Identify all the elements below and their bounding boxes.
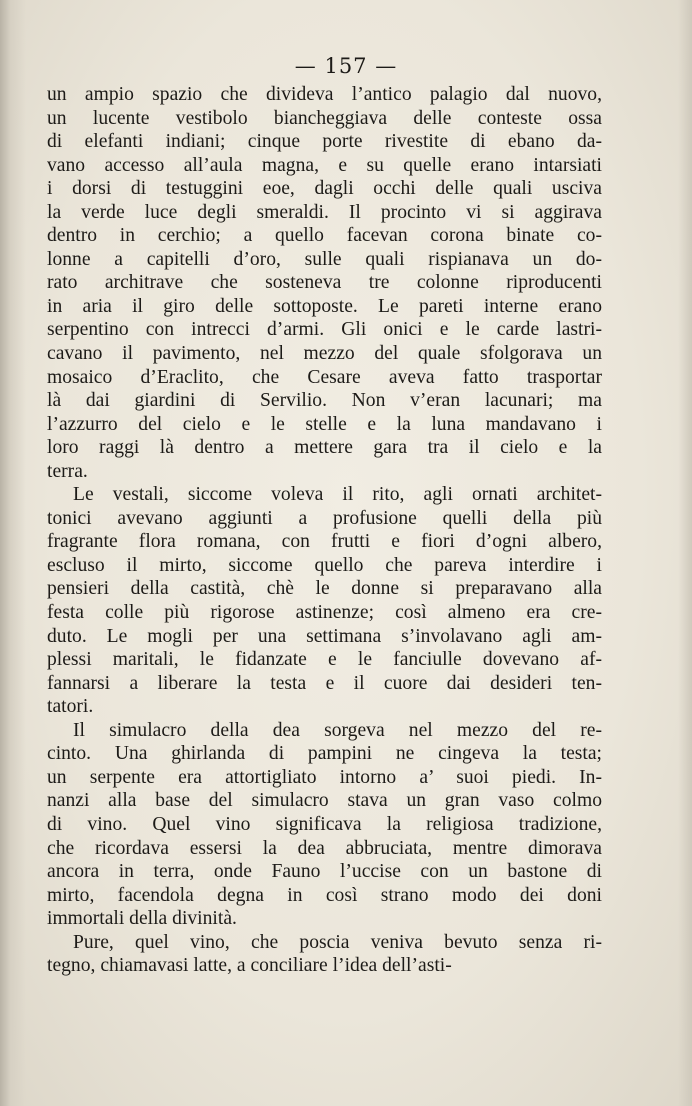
text-line: i dorsi di testuggini eoe, dagli occhi delle quali usciva <box>47 178 602 200</box>
text-line: festa colle più rigorose astinenze; così almeno era cre- <box>47 602 602 624</box>
paragraph <box>47 719 602 931</box>
text-line: Pure, quel vino, che poscia veniva bevuto senza ri- <box>73 931 602 953</box>
text-line: dentro in cerchio; a quello facevan corona binate co- <box>47 225 602 247</box>
text-line: la verde luce degli smeraldi. Il procinto vi si aggirava <box>47 201 602 223</box>
text-line: rato architrave che sosteneva tre colonne riproducenti <box>47 272 602 294</box>
text-line: un serpente era attortigliato intorno a’ suoi piedi. In- <box>47 766 602 788</box>
text-line: tonici avevano aggiunti a profusione quelli della più <box>47 507 602 529</box>
text-line: fragrante flora romana, con frutti e fiori d’ogni albero, <box>47 531 602 553</box>
text-line: pensieri della castità, chè le donne si preparavano alla <box>47 578 602 600</box>
text-line: duto. Le mogli per una settimana s’involavano agli am- <box>47 625 602 647</box>
body-text <box>47 83 602 978</box>
text-line: là dai giardini di Servilio. Non v’eran lacunari; ma <box>47 390 602 412</box>
text-line: Le vestali, siccome voleva il rito, agli ornati architet- <box>73 484 602 506</box>
text-line: l’azzurro del cielo e le stelle e la luna mandavano i <box>47 413 602 435</box>
page-number: — 157 — <box>294 54 398 78</box>
text-line: ancora in terra, onde Fauno l’uccise con un bastone di <box>47 861 602 883</box>
text-line: serpentino con intrecci d’armi. Gli onici e le carde lastri- <box>47 319 602 341</box>
text-line: loro raggi là dentro a mettere gara tra il cielo e la <box>47 437 602 459</box>
paragraph <box>47 483 602 718</box>
text-line: vano accesso all’aula magna, e su quelle erano intarsiati <box>47 154 602 176</box>
page-edge-shadow <box>678 0 692 1106</box>
text-line: Il simulacro della dea sorgeva nel mezzo del re- <box>73 719 602 741</box>
text-line: tatori. <box>47 696 94 718</box>
text-line: di vino. Quel vino significava la religiosa tradizione, <box>47 813 602 835</box>
text-line: escluso il mirto, siccome quello che pareva interdire i <box>47 554 602 576</box>
text-line: nanzi alla base del simulacro stava un gran vaso colmo <box>47 790 602 812</box>
paragraph <box>47 83 602 483</box>
text-line: fannarsi a liberare la testa e il cuore dai desideri ten- <box>47 672 602 694</box>
text-line: che ricordava essersi la dea abbruciata, mentre dimorava <box>47 837 602 859</box>
text-line: in aria il giro delle sottoposte. Le pareti interne erano <box>47 295 602 317</box>
text-line: un lucente vestibolo biancheggiava delle conteste ossa <box>47 107 602 129</box>
binding-gutter-shadow <box>0 0 26 1106</box>
text-line: cavano il pavimento, nel mezzo del quale sfolgorava un <box>47 343 602 365</box>
text-line: di elefanti indiani; cinque porte rivestite di ebano da- <box>47 131 602 153</box>
text-line: terra. <box>47 460 88 482</box>
text-line: tegno, chiamavasi latte, a conciliare l’idea dell’asti- <box>47 955 452 977</box>
paragraph <box>47 931 602 978</box>
text-line: mosaico d’Eraclito, che Cesare aveva fatto trasportar <box>47 366 602 388</box>
text-line: plessi maritali, le fidanzate e le fanciulle dovevano af- <box>47 649 602 671</box>
text-line: immortali della divinità. <box>47 908 237 930</box>
text-line: un ampio spazio che divideva l’antico palagio dal nuovo, <box>47 84 602 105</box>
text-line: cinto. Una ghirlanda di pampini ne cingeva la testa; <box>47 743 602 765</box>
text-line: mirto, facendola degna in così strano modo dei doni <box>47 884 602 906</box>
text-line: lonne a capitelli d’oro, sulle quali rispianava un do- <box>47 248 602 270</box>
